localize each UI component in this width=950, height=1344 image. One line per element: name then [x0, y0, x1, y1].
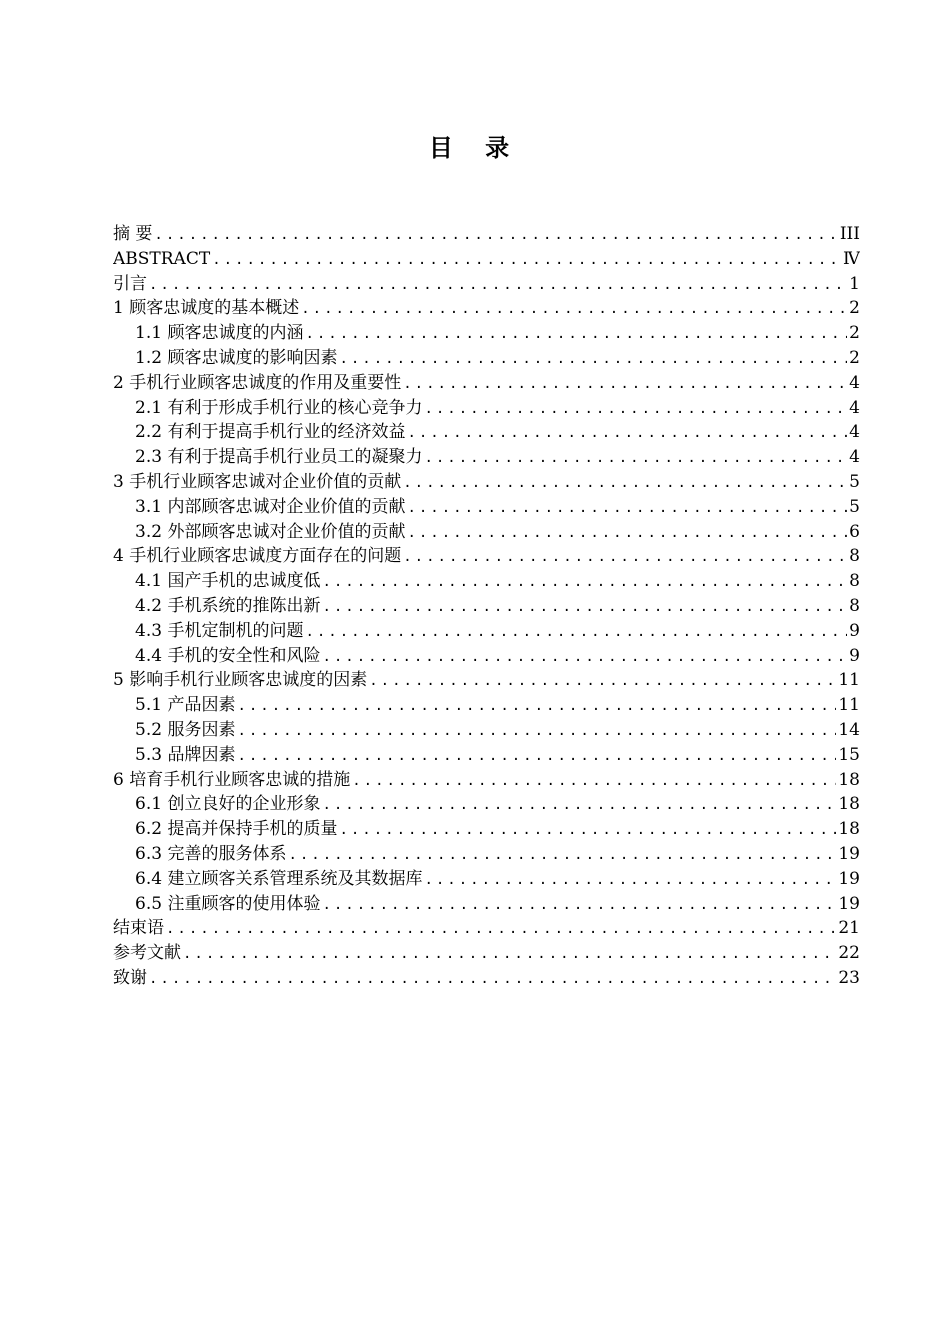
toc-entry-page-number: 23 — [838, 967, 860, 988]
dot-leader — [339, 818, 836, 842]
toc-entry-page-number: III — [839, 224, 860, 244]
toc-entry-page-number: 9 — [849, 620, 860, 641]
toc-entry[interactable] — [113, 941, 860, 966]
table-of-contents — [113, 222, 860, 991]
toc-entry-label: 结束语 — [113, 918, 164, 939]
dot-leader — [301, 297, 847, 321]
dot-leader — [149, 967, 836, 991]
toc-entry-label: 5 影响手机行业顾客忠诚度的因素 — [113, 670, 368, 691]
toc-entry[interactable] — [113, 619, 860, 644]
dot-leader — [322, 793, 836, 817]
toc-entry[interactable] — [113, 445, 860, 470]
dot-leader — [322, 570, 847, 594]
toc-entry[interactable] — [113, 569, 860, 594]
toc-entry-page-number: 1 — [849, 273, 860, 294]
toc-entry-page-number: 6 — [849, 521, 860, 542]
toc-entry-label: 1.2 顾客忠诚度的影响因素 — [135, 347, 338, 368]
dot-leader — [322, 645, 847, 669]
toc-entry-label: 3.1 内部顾客忠诚对企业价值的贡献 — [135, 496, 406, 517]
dot-leader — [403, 372, 847, 396]
toc-entry[interactable] — [113, 495, 860, 520]
dot-leader — [352, 769, 836, 793]
toc-entry-label: 2.2 有利于提高手机行业的经济效益 — [135, 422, 406, 443]
toc-entry[interactable] — [113, 966, 860, 991]
toc-entry-page-number: 11 — [838, 695, 860, 716]
dot-leader — [403, 545, 847, 569]
toc-entry[interactable] — [113, 768, 860, 793]
toc-entry-label: 5.2 服务因素 — [135, 719, 236, 740]
dot-leader — [305, 620, 847, 644]
dot-leader — [154, 223, 837, 247]
toc-entry-page-number: 18 — [838, 769, 860, 790]
toc-entry[interactable] — [113, 644, 860, 669]
dot-leader — [166, 917, 836, 941]
toc-entry-label: 2 手机行业顾客忠诚度的作用及重要性 — [113, 372, 402, 393]
toc-entry-page-number: 19 — [838, 868, 860, 889]
toc-entry-page-number: 8 — [849, 546, 860, 567]
toc-entry-page-number: 19 — [838, 893, 860, 914]
toc-entry-page-number: 18 — [838, 794, 860, 815]
toc-entry-page-number: 5 — [849, 496, 860, 517]
toc-entry-page-number: 8 — [849, 595, 860, 616]
toc-entry-label: 4.3 手机定制机的问题 — [135, 620, 304, 641]
toc-entry-page-number: Ⅳ — [843, 248, 860, 269]
toc-entry-label: 致谢 — [113, 967, 147, 988]
dot-leader — [149, 273, 847, 297]
toc-entry-page-number: 9 — [849, 645, 860, 666]
toc-entry-page-number: 19 — [838, 843, 860, 864]
toc-entry-label: 2.1 有利于形成手机行业的核心竞争力 — [135, 397, 423, 418]
toc-entry-label: 6.1 创立良好的企业形象 — [135, 794, 321, 815]
toc-entry[interactable] — [113, 520, 860, 545]
toc-entry-label: 1.1 顾客忠诚度的内涵 — [135, 323, 304, 344]
dot-leader — [305, 322, 847, 346]
toc-entry-page-number: 2 — [849, 323, 860, 344]
toc-entry-label: 4 手机行业顾客忠诚度方面存在的问题 — [113, 546, 402, 567]
dot-leader — [424, 868, 836, 892]
toc-entry-page-number: 22 — [838, 943, 860, 964]
dot-leader — [322, 893, 836, 917]
toc-entry[interactable] — [113, 272, 860, 297]
dot-leader — [407, 521, 847, 545]
toc-entry-label: 5.3 品牌因素 — [135, 744, 236, 765]
dot-leader — [322, 595, 847, 619]
toc-entry[interactable] — [113, 668, 860, 693]
toc-entry[interactable] — [113, 222, 860, 247]
toc-entry-label: 参考文献 — [113, 943, 181, 964]
toc-entry-page-number: 18 — [838, 819, 860, 840]
dot-leader — [339, 347, 847, 371]
toc-entry-label: ABSTRACT — [113, 248, 211, 269]
toc-entry-page-number: 4 — [849, 397, 860, 418]
toc-entry[interactable] — [113, 743, 860, 768]
toc-entry[interactable] — [113, 792, 860, 817]
toc-entry[interactable] — [113, 594, 860, 619]
toc-entry[interactable] — [113, 693, 860, 718]
toc-entry[interactable] — [113, 470, 860, 495]
toc-entry-page-number: 21 — [838, 918, 860, 939]
toc-entry-page-number: 2 — [849, 347, 860, 368]
toc-entry-label: 6 培育手机行业顾客忠诚的措施 — [113, 769, 351, 790]
toc-entry-label: 6.2 提高并保持手机的质量 — [135, 819, 338, 840]
toc-entry-label: 6.4 建立顾客关系管理系统及其数据库 — [135, 868, 423, 889]
toc-entry[interactable] — [113, 867, 860, 892]
dot-leader — [407, 421, 847, 445]
dot-leader — [424, 397, 847, 421]
toc-entry[interactable] — [113, 420, 860, 445]
dot-leader — [237, 694, 836, 718]
dot-leader — [369, 669, 836, 693]
toc-entry[interactable] — [113, 544, 860, 569]
toc-entry-page-number: 2 — [849, 298, 860, 319]
toc-entry-page-number: 15 — [838, 744, 860, 765]
toc-entry-label: 3 手机行业顾客忠诚对企业价值的贡献 — [113, 471, 402, 492]
toc-entry-label: 1 顾客忠诚度的基本概述 — [113, 298, 300, 319]
toc-entry[interactable] — [113, 842, 860, 867]
toc-entry-page-number: 4 — [849, 422, 860, 443]
dot-leader — [237, 719, 836, 743]
toc-entry[interactable] — [113, 296, 860, 321]
dot-leader — [237, 744, 836, 768]
toc-entry-label: 4.1 国产手机的忠诚度低 — [135, 571, 321, 592]
toc-entry[interactable] — [113, 371, 860, 396]
toc-entry[interactable] — [113, 346, 860, 371]
toc-entry-label: 4.2 手机系统的推陈出新 — [135, 595, 321, 616]
toc-entry-page-number: 4 — [849, 372, 860, 393]
toc-entry[interactable] — [113, 247, 860, 272]
toc-entry-label: 2.3 有利于提高手机行业员工的凝聚力 — [135, 447, 423, 468]
toc-entry-page-number: 5 — [849, 471, 860, 492]
dot-leader — [183, 942, 836, 966]
toc-entry-label: 5.1 产品因素 — [135, 695, 236, 716]
dot-leader — [407, 496, 847, 520]
dot-leader — [288, 843, 836, 867]
toc-entry-label: 3.2 外部顾客忠诚对企业价值的贡献 — [135, 521, 406, 542]
dot-leader — [403, 471, 847, 495]
toc-entry[interactable] — [113, 396, 860, 421]
toc-entry[interactable] — [113, 892, 860, 917]
toc-entry-label: 6.3 完善的服务体系 — [135, 843, 287, 864]
toc-entry-page-number: 11 — [838, 670, 860, 691]
toc-entry[interactable] — [113, 718, 860, 743]
toc-entry-label: 引言 — [113, 273, 147, 294]
toc-entry-label: 6.5 注重顾客的使用体验 — [135, 893, 321, 914]
dot-leader — [424, 446, 847, 470]
toc-entry-page-number: 8 — [849, 571, 860, 592]
toc-entry-page-number: 4 — [849, 447, 860, 468]
toc-entry[interactable] — [113, 817, 860, 842]
dot-leader — [212, 248, 841, 272]
toc-entry[interactable] — [113, 321, 860, 346]
toc-entry-page-number: 14 — [838, 719, 860, 740]
toc-title: 目 录 — [428, 134, 522, 162]
toc-entry-label: 4.4 手机的安全性和风险 — [135, 645, 321, 666]
toc-entry-label: 摘 要 — [113, 224, 153, 244]
toc-entry[interactable] — [113, 916, 860, 941]
